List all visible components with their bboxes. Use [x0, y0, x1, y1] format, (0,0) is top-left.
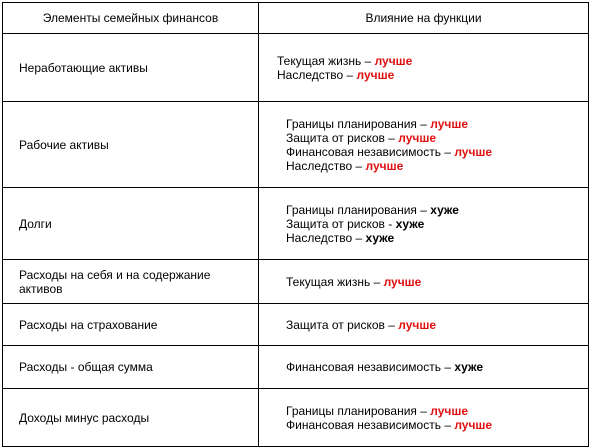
- effect-function: Текущая жизнь: [286, 274, 371, 289]
- table-row: [3, 389, 589, 447]
- header-elements: Элементы семейных финансов: [3, 3, 259, 34]
- verdict-worse: хуже: [454, 360, 483, 374]
- effect-function: Защита от рисков: [286, 317, 385, 332]
- effect-separator: –: [440, 360, 455, 374]
- table-row: [3, 34, 589, 102]
- effect-separator: –: [361, 53, 375, 68]
- header-row: [3, 3, 589, 34]
- element-cell: Долги: [3, 188, 259, 260]
- effect-separator: -: [384, 216, 396, 231]
- effects-cell: [259, 304, 589, 346]
- effect-separator: –: [416, 116, 431, 131]
- effect-function: Границы планирования: [286, 116, 417, 131]
- effect-line: [277, 68, 588, 82]
- verdict-better: лучше: [430, 116, 469, 131]
- effect-line: [286, 145, 588, 159]
- effect-separator: –: [352, 230, 366, 245]
- element-cell: Расходы на страхование: [3, 304, 259, 346]
- effects-cell: [259, 34, 589, 102]
- table-row: [3, 304, 589, 346]
- effects-cell: [259, 260, 589, 304]
- effect-function: Финансовая независимость: [286, 417, 441, 432]
- table-row: [3, 260, 589, 304]
- effect-line: [286, 275, 588, 289]
- table-row: [3, 102, 589, 188]
- verdict-better: лучше: [398, 130, 437, 145]
- effects-cell: [259, 188, 589, 260]
- effect-function: Границы планирования: [286, 202, 417, 217]
- effects-cell: [259, 102, 589, 188]
- effect-line: [286, 360, 588, 374]
- effect-separator: –: [440, 417, 455, 432]
- verdict-worse: хуже: [395, 216, 425, 231]
- element-cell: Расходы на себя и на содержание активов: [3, 260, 259, 304]
- verdict-better: лучше: [454, 417, 493, 432]
- table-row: [3, 188, 589, 260]
- effect-line: [286, 159, 588, 173]
- effect-function: Текущая жизнь: [277, 53, 362, 68]
- effect-function: Защита от рисков: [286, 216, 385, 231]
- effect-line: [286, 404, 588, 418]
- effect-line: [286, 203, 588, 217]
- effect-function: Границы планирования: [286, 403, 417, 418]
- verdict-better: лучше: [454, 144, 493, 159]
- verdict-worse: хуже: [430, 202, 459, 217]
- effect-separator: –: [416, 202, 431, 217]
- effect-function: Наследство: [286, 158, 353, 173]
- effect-line: [286, 418, 588, 432]
- effect-separator: –: [384, 317, 399, 332]
- effect-separator: –: [352, 158, 366, 173]
- effect-line: [286, 131, 588, 145]
- effect-line: [286, 217, 588, 231]
- effect-function: Финансовая независимость: [286, 360, 441, 374]
- element-cell: Расходы - общая сумма: [3, 346, 259, 389]
- effect-line: [286, 117, 588, 131]
- verdict-better: лучше: [398, 317, 437, 332]
- effect-line: [277, 54, 588, 68]
- header-influence: Влияние на функции: [259, 3, 589, 34]
- effect-separator: –: [440, 144, 455, 159]
- effect-line: [286, 318, 588, 332]
- verdict-better: лучше: [374, 53, 413, 68]
- effect-function: Наследство: [277, 67, 344, 82]
- effect-function: Защита от рисков: [286, 130, 385, 145]
- effects-cell: [259, 346, 589, 389]
- element-cell: Доходы минус расходы: [3, 389, 259, 447]
- effect-line: [286, 231, 588, 245]
- effects-cell: [259, 389, 589, 447]
- element-cell: Неработающие активы: [3, 34, 259, 102]
- finance-table: [2, 2, 589, 447]
- effect-function: Наследство: [286, 230, 353, 245]
- verdict-worse: хуже: [365, 230, 395, 245]
- verdict-better: лучше: [365, 158, 404, 173]
- effect-separator: –: [416, 403, 431, 418]
- effect-function: Финансовая независимость: [286, 144, 441, 159]
- verdict-better: лучше: [383, 274, 422, 289]
- table-row: [3, 346, 589, 389]
- verdict-better: лучше: [430, 403, 469, 418]
- effect-separator: –: [370, 274, 384, 289]
- element-cell: Рабочие активы: [3, 102, 259, 188]
- effect-separator: –: [343, 67, 357, 82]
- effect-separator: –: [384, 130, 399, 145]
- verdict-better: лучше: [356, 67, 395, 82]
